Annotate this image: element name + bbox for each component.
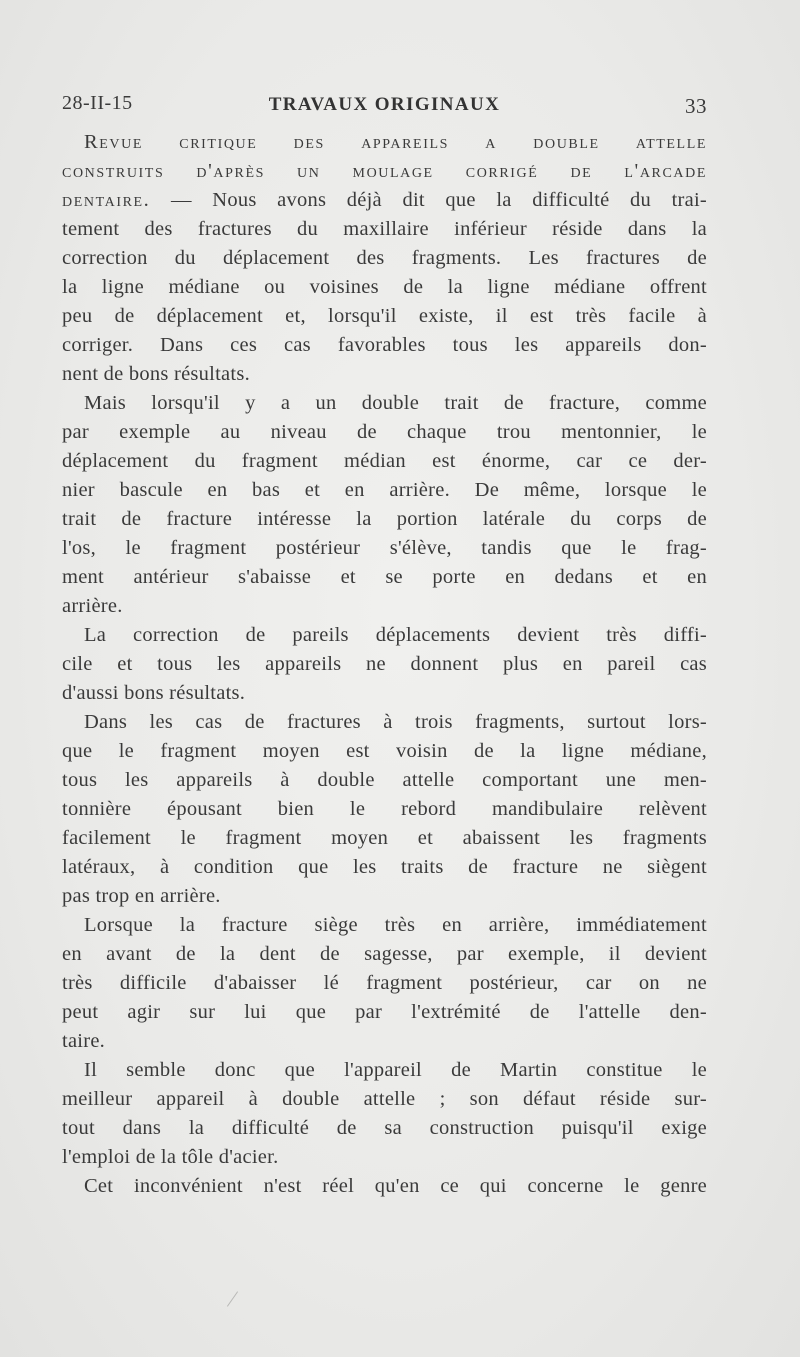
- text-line: déplacement du fragment médian est énorme, car ce der-: [62, 450, 707, 472]
- page-mark: [227, 1291, 238, 1306]
- text-line: latéraux, à condition que les traits de fracture ne siègent: [62, 856, 707, 878]
- text-line: peu de déplacement et, lorsqu'il existe, il est très facile à: [62, 305, 707, 327]
- text-line: peut agir sur lui que par l'extrémité de l'attelle den-: [62, 1001, 707, 1023]
- text-line: que le fragment moyen est voisin de la ligne médiane,: [62, 740, 707, 762]
- smallcaps-run: dentaire.: [62, 189, 151, 211]
- text-run: — Nous avons déjà dit que la difficulté du trai-: [150, 189, 707, 211]
- text-line: arrière.: [62, 595, 123, 617]
- text-line: Cet inconvénient n'est réel qu'en ce qui concerne le genre: [84, 1175, 707, 1197]
- text-line: Revue critique des appareils a double attelle: [84, 131, 707, 153]
- text-line: Mais lorsqu'il y a un double trait de fracture, comme: [84, 392, 707, 414]
- text-line: pas trop en arrière.: [62, 885, 221, 907]
- text-line: [62, 186, 707, 215]
- header-title: TRAVAUX ORIGINAUX: [268, 94, 501, 115]
- text-line: trait de fracture intéresse la portion latérale du corps de: [62, 508, 707, 530]
- text-line: ment antérieur s'abaisse et se porte en dedans et en: [62, 566, 707, 588]
- text-line: la ligne médiane ou voisines de la ligne médiane offrent: [62, 276, 707, 298]
- text-line: l'os, le fragment postérieur s'élève, tandis que le frag-: [62, 537, 707, 559]
- text-line: Il semble donc que l'appareil de Martin constitue le: [84, 1059, 707, 1081]
- text-line: corriger. Dans ces cas favorables tous les appareils don-: [62, 334, 707, 356]
- text-line: meilleur appareil à double attelle ; son défaut réside sur-: [62, 1088, 707, 1110]
- running-head: [62, 92, 707, 122]
- text-line: tement des fractures du maxillaire inférieur réside dans la: [62, 218, 707, 240]
- text-line: Lorsque la fracture siège très en arrière, immédiatement: [84, 914, 707, 936]
- text-line: très difficile d'abaisser lé fragment postérieur, car on ne: [62, 972, 707, 994]
- text-line: nent de bons résultats.: [62, 363, 250, 385]
- text-line: nier bascule en bas et en arrière. De même, lorsque le: [62, 479, 707, 501]
- text-line: correction du déplacement des fragments. Les fractures de: [62, 247, 707, 269]
- text-line: taire.: [62, 1030, 106, 1052]
- body-text: [62, 128, 707, 1201]
- text-line: facilement le fragment moyen et abaissent les fragments: [62, 827, 707, 849]
- text-line: en avant de la dent de sagesse, par exemple, il devient: [62, 943, 707, 965]
- text-line: d'aussi bons résultats.: [62, 682, 246, 704]
- text-line: tout dans la difficulté de sa construction puisqu'il exige: [62, 1117, 707, 1139]
- text-line: tous les appareils à double attelle comportant une men-: [62, 769, 707, 791]
- text-line: l'emploi de la tôle d'acier.: [62, 1146, 279, 1168]
- text-line: tonnière épousant bien le rebord mandibulaire relèvent: [62, 798, 707, 820]
- text-line: par exemple au niveau de chaque trou mentonnier, le: [62, 421, 707, 443]
- text-line: construits d'après un moulage corrigé de l'arcade: [62, 160, 707, 182]
- page-number: 33: [685, 94, 707, 118]
- text-line: cile et tous les appareils ne donnent plus en pareil cas: [62, 653, 707, 675]
- text-line: La correction de pareils déplacements devient très diffi-: [84, 624, 707, 646]
- header-date: 28-II-15: [62, 92, 133, 114]
- text-line: Dans les cas de fractures à trois fragments, surtout lors-: [84, 711, 707, 733]
